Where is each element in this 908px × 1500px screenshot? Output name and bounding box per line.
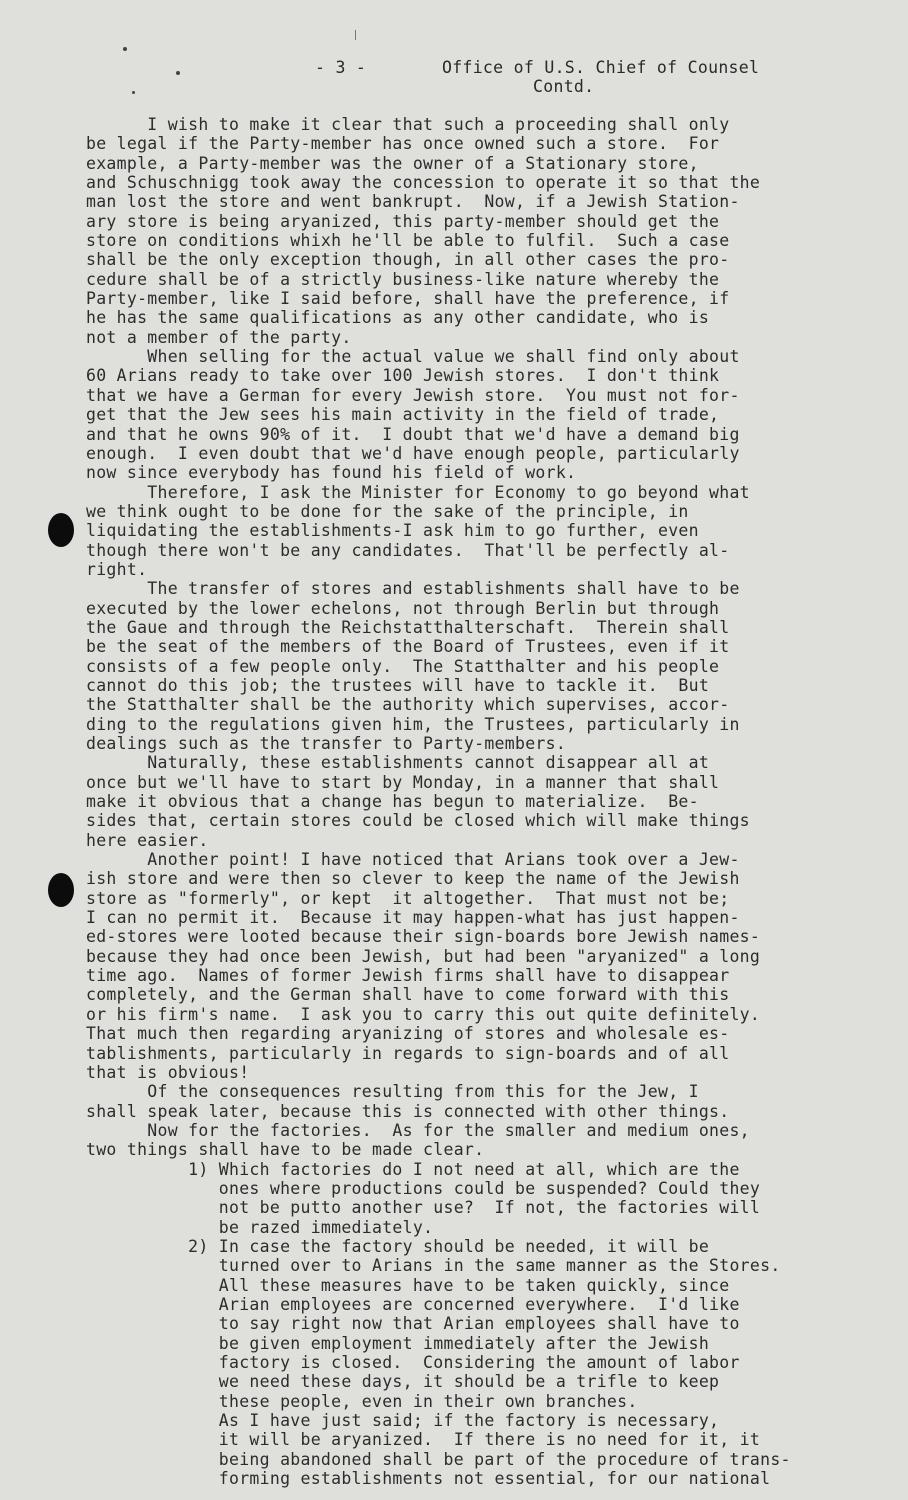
text-line: forming establishments not essential, for our national [86,1469,771,1489]
text-line: ding to the regulations given him, the Trustees, particularly in [86,714,740,734]
text-line: executed by the lower echelons, not through Berlin but through [86,598,720,618]
text-line: Party-member, like I said before, shall have the preference, if [86,289,730,309]
text-line: the Gaue and through the Reichstatthalterschaft. Therein shall [86,617,730,637]
page-number: - 3 - [315,58,367,77]
text-line: and that he owns 90% of it. I doubt that we'd have a demand big [86,424,740,444]
text-line: now since everybody has found his field of work. [86,463,577,483]
text-line: cedure shall be of a strictly business-like nature whereby the [86,269,720,289]
document-body [86,115,886,1488]
text-line: these people, even in their own branches. [86,1391,638,1411]
text-line: turned over to Arians in the same manner as the Stores. [86,1256,781,1276]
text-line: that is obvious! [86,1062,250,1082]
text-line: completely, and the German shall have to come forward with this [86,985,730,1005]
text-line: that we have a German for every Jewish store. You must not for- [86,385,740,405]
text-line: shall speak later, because this is connected with other things. [86,1101,730,1121]
text-line: cannot do this job; the trustees will have to tackle it. But [86,675,710,695]
text-line: store on conditions whixh he'll be able to fulfil. Such a case [86,231,730,251]
text-line: 2) In case the factory should be needed, it will be [86,1236,710,1256]
text-line: and Schuschnigg took away the concession to operate it so that the [86,173,761,193]
text-line: be legal if the Party-member has once owned such a store. For [86,134,720,154]
page-header [0,58,908,98]
text-line: ones where productions could be suspended? Could they [86,1178,761,1198]
text-line: That much then regarding aryanizing of stores and wholesale es- [86,1024,730,1044]
text-line: two things shall have to be made clear. [86,1140,485,1160]
text-line: consists of a few people only. The Statthalter and his people [86,656,720,676]
text-line: be the seat of the members of the Board of Trustees, even if it [86,637,730,657]
text-line: 1) Which factories do I not need at all, which are the [86,1159,740,1179]
text-line: make it obvious that a change has begun to materialize. Be- [86,792,699,812]
punch-hole [48,513,74,547]
text-line: I wish to make it clear that such a proceeding shall only [86,115,730,134]
text-line: to say right now that Arian employees shall have to [86,1314,740,1334]
text-line: As I have just said; if the factory is necessary, [86,1411,720,1431]
text-line: not a member of the party. [86,327,352,347]
text-line: we need these days, it should be a trifle to keep [86,1372,720,1392]
text-line: because they had once been Jewish, but had been "aryanized" a long [86,946,761,966]
text-line: Another point! I have noticed that Arians took over a Jew- [86,850,740,870]
text-line: Arian employees are concerned everywhere. I'd like [86,1294,740,1314]
text-line: The transfer of stores and establishments shall have to be [86,579,740,599]
text-line: here easier. [86,830,209,850]
text-line: tablishments, particularly in regards to sign-boards and of all [86,1043,730,1063]
text-line: Of the consequences resulting from this for the Jew, I [86,1082,699,1102]
text-line: man lost the store and went bankrupt. Now, if a Jewish Station- [86,192,740,212]
text-line: store as "formerly", or kept it altogether. That must not be; [86,888,730,908]
text-line: once but we'll have to start by Monday, in a manner that shall [86,772,720,792]
punch-hole [48,873,74,907]
text-line: dealings such as the transfer to Party-members. [86,734,567,753]
text-line: the Statthalter shall be the authority which supervises, accor- [86,695,730,715]
text-line: factory is closed. Considering the amount of labor [86,1353,740,1372]
text-line: example, a Party-member was the owner of a Stationary store, [86,153,699,173]
continued-label: Contd. [533,77,595,96]
office-title: Office of U.S. Chief of Counsel [442,58,760,77]
text-line: though there won't be any candidates. That'll be perfectly al- [86,540,730,560]
text-line: be razed immediately. [86,1217,434,1237]
text-line: Now for the factories. As for the smaller and medium ones, [86,1120,750,1140]
text-line: enough. I even doubt that we'd have enough people, particularly [86,443,740,463]
text-line: ary store is being aryanized, this party-member should get the [86,211,720,231]
text-line: ish store and were then so clever to keep the name of the Jewish [86,869,740,889]
text-line: right. [86,559,148,579]
text-line: get that the Jew sees his main activity in the field of trade, [86,405,720,425]
text-line: Naturally, these establishments cannot disappear all at [86,753,710,773]
text-line: Therefore, I ask the Minister for Economy to go beyond what [86,482,750,502]
text-line: not be putto another use? If not, the factories will [86,1198,761,1218]
text-line: he has the same qualifications as any other candidate, who is [86,308,710,328]
text-line: I can no permit it. Because it may happen-what has just happen- [86,908,740,928]
text-line: we think ought to be done for the sake of the principle, in [86,501,689,521]
text-line: When selling for the actual value we shall find only about [86,347,740,367]
text-line: shall be the only exception though, in all other cases the pro- [86,250,730,270]
paper-speck [123,47,127,51]
text-line: time ago. Names of former Jewish firms shall have to disappear [86,966,730,986]
text-line: ed-stores were looted because their sign-boards bore Jewish names- [86,927,761,947]
text-line: it will be aryanized. If there is no need for it, it [86,1430,761,1450]
text-line: being abandoned shall be part of the procedure of trans- [86,1449,791,1469]
text-line: 60 Arians ready to take over 100 Jewish stores. I don't think [86,366,720,386]
text-line: sides that, certain stores could be closed which will make things [86,811,750,831]
text-line: All these measures have to be taken quickly, since [86,1275,730,1295]
text-line: liquidating the establishments-I ask him to go further, even [86,521,699,541]
text-line: be given employment immediately after the Jewish [86,1333,710,1353]
paper-mark [355,30,356,40]
text-line: or his firm's name. I ask you to carry this out quite definitely. [86,1004,761,1024]
